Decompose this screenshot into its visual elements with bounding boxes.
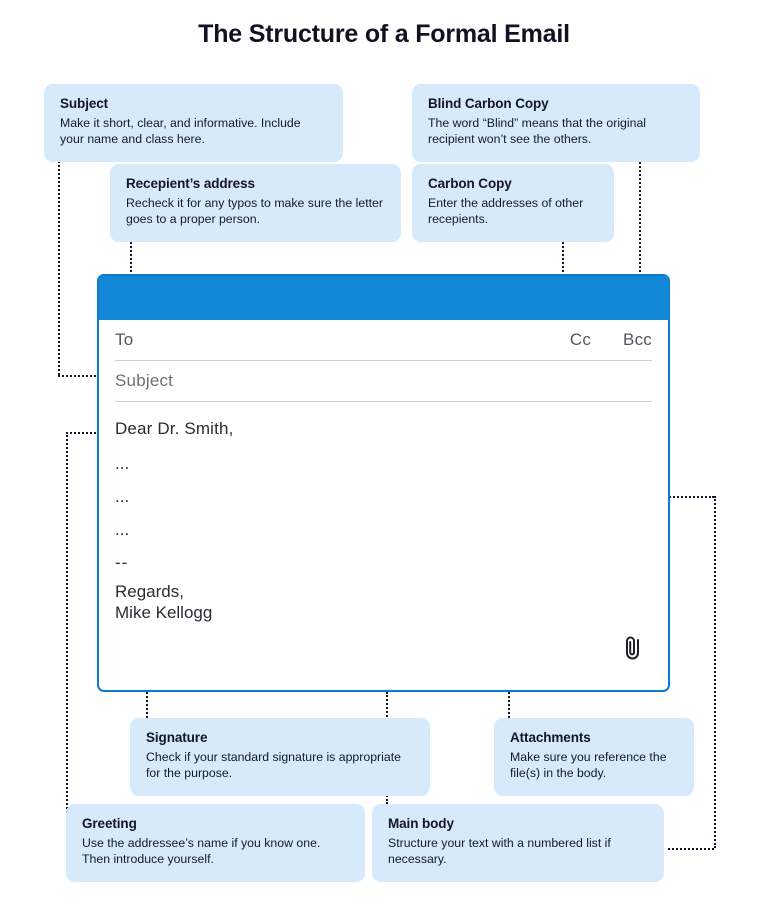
leader-line-right-bottom [668,848,714,850]
callout-greeting-title: Greeting [82,816,137,831]
callout-bcc-title: Blind Carbon Copy [428,96,549,111]
callout-greeting [66,804,365,882]
callout-carbon-copy [412,164,614,242]
callout-attachments-body: Make sure you reference the file(s) in the body. [510,750,667,781]
subject-field-label: Subject [115,370,174,390]
callout-signature-title: Signature [146,730,208,745]
cc-field-label[interactable]: Cc [569,329,592,349]
email-greeting-line: Dear Dr. Smith, [115,418,234,438]
callout-cc-title: Carbon Copy [428,176,512,191]
email-body-line-3: ... [115,519,130,539]
email-window-titlebar [99,276,669,320]
email-signature-separator: -- [115,552,129,572]
callout-greeting-body: Use the addressee’s name if you know one. Then introduce yourself. [82,836,321,867]
leader-line-right-vertical [714,496,716,848]
callout-signature [130,718,430,796]
leader-line-subject-vertical [58,157,60,375]
email-closing-line: Regards, [115,581,184,601]
bcc-field-label[interactable]: Bcc [623,329,652,349]
page-title: The Structure of a Formal Email [198,20,570,48]
leader-line-attachments-vertical [508,692,510,718]
callout-recipient-address [110,164,401,242]
email-body-area[interactable] [99,402,668,621]
callout-subject-title: Subject [60,96,109,111]
callout-recipient-title: Recepient’s address [126,176,255,191]
leader-line-greeting-vertical [66,432,68,824]
callout-blind-carbon-copy [412,84,700,162]
callout-cc-body: Enter the addresses of other recepients. [428,196,584,227]
callout-subject [44,84,343,162]
to-field-label: To [115,329,134,349]
paperclip-icon[interactable] [620,632,646,662]
callout-main-body [372,804,664,882]
email-compose-window [97,274,670,692]
callout-signature-body: Check if your standard signature is appropriate for the purpose. [146,750,401,781]
callout-attachments-title: Attachments [510,730,591,745]
email-to-row[interactable] [115,320,652,361]
callout-attachments [494,718,694,796]
email-body-line-2: ... [115,486,130,506]
email-subject-row[interactable] [115,361,652,402]
email-body-line-1: ... [115,453,130,473]
leader-line-signature-vertical [146,692,148,718]
callout-mainbody-body: Structure your text with a numbered list if necessary. [388,836,611,867]
callout-recipient-body: Recheck it for any typos to make sure the letter goes to a proper person. [126,196,383,227]
callout-mainbody-title: Main body [388,816,454,831]
callout-bcc-body: The word “Blind” means that the original recipient won’t see the others. [428,116,647,147]
email-sender-name: Mike Kellogg [115,602,213,622]
callout-subject-body: Make it short, clear, and informative. Include your name and class here. [60,116,301,147]
